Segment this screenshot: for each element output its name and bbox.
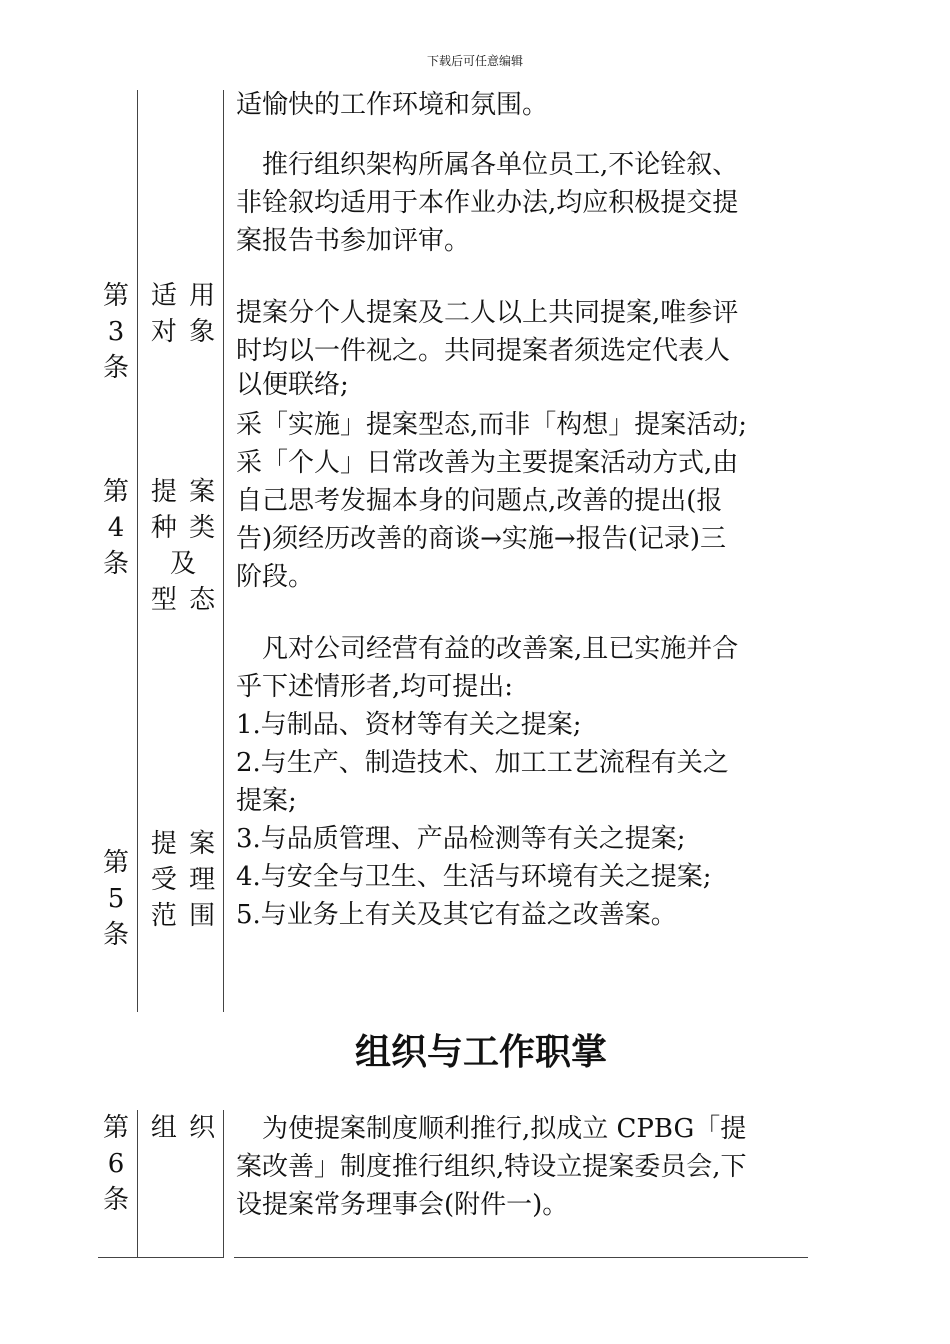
body-line: 5.与业务上有关及其它有益之改善案。: [236, 900, 677, 930]
body-line: 推行组织架构所属各单位员工,不论铨叙、: [236, 150, 739, 180]
body-line: 阶段。: [236, 562, 315, 592]
table-bottom-rule-right: [234, 1257, 808, 1258]
column-divider-right: [223, 90, 224, 1012]
article-5-char-3: 条: [102, 920, 129, 950]
article-4-number: [98, 474, 134, 582]
body-line: 采「个人」日常改善为主要提案活动方式,由: [236, 448, 739, 478]
body-line: 设提案常务理事会(附件一)。: [236, 1190, 569, 1220]
body-line: 非铨叙均适用于本作业办法,均应积极提交提: [236, 188, 739, 218]
article-3-number: [98, 278, 134, 386]
article-5-number: [98, 845, 134, 953]
body-line: 适愉快的工作环境和氛围。: [236, 90, 549, 120]
column-divider-right-2: [223, 1110, 224, 1258]
article-5-title-line: 受 理: [150, 865, 218, 895]
body-line: 4.与安全与卫生、生活与环境有关之提案;: [236, 862, 712, 892]
article-5-title-line: 提 案: [150, 829, 218, 859]
article-4-title-line: 及: [169, 549, 198, 579]
article-6-char-1: 第: [102, 1113, 129, 1143]
body-line: 案报告书参加评审。: [236, 226, 471, 256]
article-6-title: [148, 1110, 220, 1146]
article-3-title: [148, 278, 220, 350]
section-heading: 组织与工作职掌: [354, 1032, 607, 1073]
article-5-title-line: 范 围: [150, 901, 218, 931]
body-line: 3.与品质管理、产品检测等有关之提案;: [236, 824, 686, 854]
article-6-number: [98, 1110, 134, 1218]
column-divider-left: [137, 90, 138, 1012]
body-line: 采「实施」提案型态,而非「构想」提案活动;: [236, 410, 748, 440]
article-3-title-line: 适 用: [150, 281, 218, 311]
article-6-char-2: 6: [107, 1149, 125, 1179]
body-line: 为使提案制度顺利推行,拟成立 CPBG「提: [236, 1114, 747, 1144]
article-4-title: [148, 474, 220, 618]
article-4-char-2: 4: [107, 513, 125, 543]
body-line: 提案分个人提案及二人以上共同提案,唯参评: [236, 298, 739, 328]
article-3-char-1: 第: [102, 281, 129, 311]
body-line: 案改善」制度推行组织,特设立提案委员会,下: [236, 1152, 747, 1182]
article-5-title: [148, 826, 220, 934]
article-6-char-3: 条: [102, 1185, 129, 1215]
body-line: 以便联络;: [236, 370, 349, 400]
article-3-char-2: 3: [107, 317, 125, 347]
article-4-char-1: 第: [102, 477, 129, 507]
article-6-title-line: 组 织: [150, 1113, 218, 1143]
article-4-char-3: 条: [102, 549, 129, 579]
body-line: 时均以一件视之。共同提案者须选定代表人: [236, 336, 731, 366]
body-line: 自己思考发掘本身的问题点,改善的提出(报: [236, 486, 723, 516]
body-line: 告)须经历改善的商谈→实施→报告(记录)三: [236, 524, 727, 554]
article-4-title-line: 提 案: [150, 477, 218, 507]
article-5-char-1: 第: [102, 848, 129, 878]
body-line: 提案;: [236, 786, 297, 816]
header-note: 下载后可任意编辑: [426, 54, 523, 68]
body-line: 乎下述情形者,均可提出:: [236, 672, 514, 702]
article-4-title-line: 型 态: [150, 585, 218, 615]
body-line: 2.与生产、制造技术、加工工艺流程有关之: [236, 748, 729, 778]
article-5-char-2: 5: [107, 884, 125, 914]
article-3-title-line: 对 象: [150, 317, 218, 347]
article-4-title-line: 种 类: [150, 513, 218, 543]
body-line: 凡对公司经营有益的改善案,且已实施并合: [236, 634, 739, 664]
table-bottom-rule-left: [98, 1257, 224, 1258]
body-line: 1.与制品、资材等有关之提案;: [236, 710, 582, 740]
article-3-char-3: 条: [102, 353, 129, 383]
column-divider-left-2: [137, 1110, 138, 1258]
